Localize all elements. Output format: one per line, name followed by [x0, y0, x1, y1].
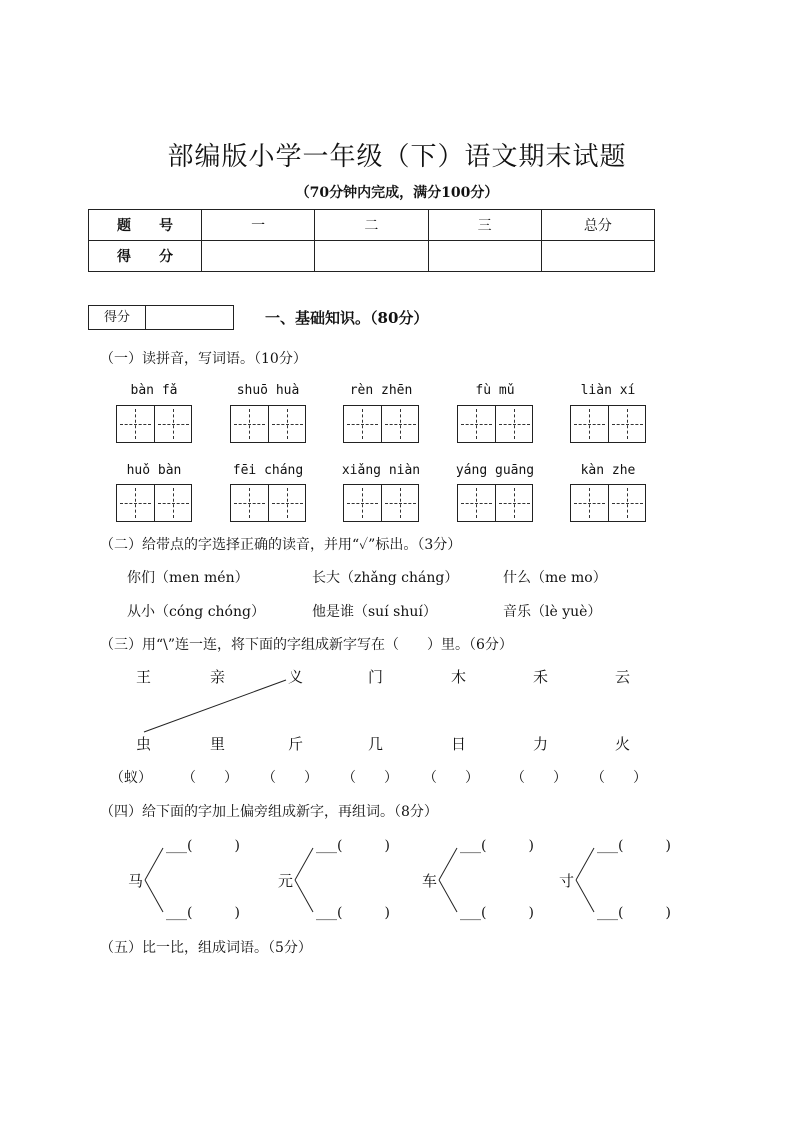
answer-blank[interactable]: ___( ): [460, 838, 534, 854]
answer-blank[interactable]: ___( ): [597, 905, 671, 921]
top-char: 义: [288, 668, 304, 686]
pinyin-label: yáng guāng: [455, 463, 535, 478]
pinyin-label: liàn xí: [580, 383, 636, 398]
base-char: 车: [422, 872, 438, 890]
bottom-char: 几: [368, 735, 384, 753]
answer-paren[interactable]: （ ）: [342, 770, 398, 786]
question-title: （二）给带点的字选择正确的读音，并用“✓”标出。（3分）: [100, 537, 462, 553]
question-title: （三）用“\”连一连，将下面的字组成新字写在（ ）里。（6分）: [100, 637, 513, 653]
page-subtitle: （70分钟内完成，满分100分）: [295, 185, 499, 201]
pinyin-label: fēi cháng: [232, 463, 304, 478]
pinyin-label: kàn zhe: [580, 463, 636, 478]
section-heading: 一、基础知识。（80分）: [265, 309, 429, 327]
bottom-char: 里: [210, 735, 226, 753]
answer-blank[interactable]: ___( ): [166, 838, 240, 854]
answer-paren[interactable]: （ ）: [591, 770, 647, 786]
branch-line: [295, 848, 313, 880]
branch-line: [576, 848, 594, 880]
bottom-char: 日: [451, 735, 467, 753]
reading-option: 什么（me mo）: [503, 570, 607, 586]
pinyin-label: shuō huà: [236, 383, 300, 398]
table-cell: 题 号: [89, 210, 202, 241]
answer-blank[interactable]: ___( ): [597, 838, 671, 854]
branch-line: [439, 880, 457, 912]
pinyin-label: fù mǔ: [475, 383, 515, 398]
question-title: （四）给下面的字加上偏旁组成新字，再组词。（8分）: [100, 804, 438, 820]
branch-line: [295, 880, 313, 912]
bottom-char: 虫: [136, 735, 152, 753]
branch-line: [576, 880, 594, 912]
table-cell: 一: [202, 210, 315, 241]
answer-blank[interactable]: ___( ): [316, 905, 390, 921]
bottom-char: 斤: [288, 735, 304, 753]
table-cell: 二: [315, 210, 428, 241]
top-char: 亲: [210, 668, 226, 686]
base-char: 元: [278, 872, 294, 890]
pinyin-label: huǒ bàn: [126, 463, 182, 478]
answer-paren[interactable]: （ ）: [182, 770, 238, 786]
table-cell: 得 分: [89, 241, 202, 272]
top-char: 云: [615, 668, 631, 686]
question-title: （一）读拼音，写词语。（10分）: [100, 351, 307, 367]
answer-paren[interactable]: （蚁）: [110, 770, 152, 786]
table-cell: 总分: [541, 210, 654, 241]
page-title: 部编版小学一年级（下）语文期末试题: [167, 142, 627, 172]
top-char: 门: [368, 668, 384, 686]
pinyin-label: bàn fǎ: [130, 383, 178, 398]
reading-option: 音乐（lè yuè）: [503, 604, 602, 620]
answer-blank[interactable]: ___( ): [166, 905, 240, 921]
reading-option: 长大（zhǎng cháng）: [312, 570, 459, 586]
branch-line: [145, 848, 163, 880]
base-char: 马: [128, 872, 144, 890]
answer-blank[interactable]: ___( ): [316, 838, 390, 854]
answer-blank[interactable]: ___( ): [460, 905, 534, 921]
branch-line: [439, 848, 457, 880]
bottom-char: 火: [615, 735, 631, 753]
table-cell: 三: [428, 210, 541, 241]
pinyin-label: xiǎng niàn: [341, 463, 421, 478]
top-char: 禾: [533, 668, 549, 686]
answer-paren[interactable]: （ ）: [423, 770, 479, 786]
reading-option: 你们（men mén）: [127, 570, 249, 586]
answer-paren[interactable]: （ ）: [511, 770, 567, 786]
question-title: （五）比一比，组成词语。（5分）: [100, 940, 312, 956]
base-char: 寸: [559, 872, 575, 890]
reading-option: 从小（cóng chóng）: [127, 604, 265, 620]
top-char: 木: [451, 668, 467, 686]
score-box-label: 得分: [89, 306, 146, 329]
answer-paren[interactable]: （ ）: [262, 770, 318, 786]
top-char: 王: [136, 668, 152, 686]
branch-line: [145, 880, 163, 912]
pinyin-label: rèn zhēn: [349, 383, 413, 398]
bottom-char: 力: [533, 735, 549, 753]
reading-option: 他是谁（suí shuí）: [312, 604, 437, 620]
